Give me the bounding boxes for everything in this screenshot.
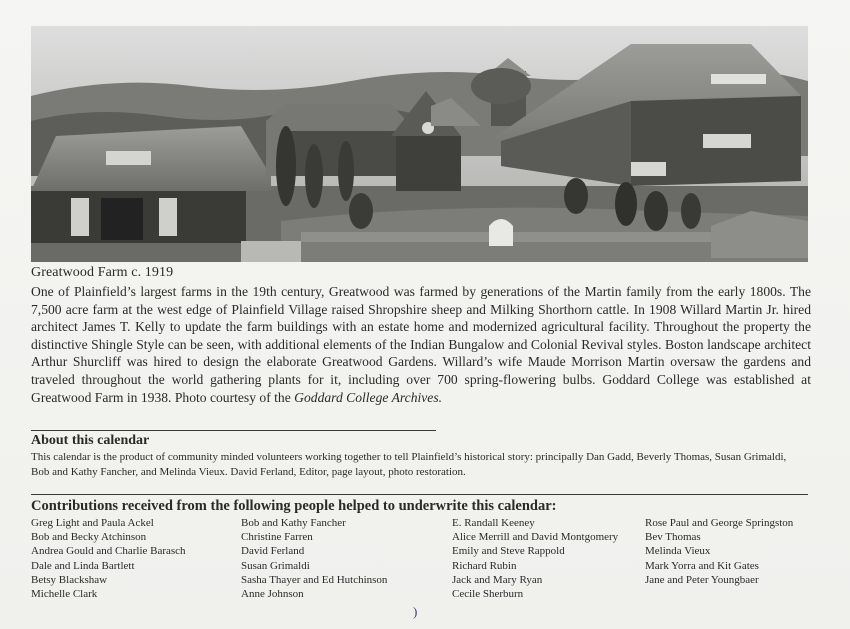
contributor-name: Emily and Steve Rappold [452, 545, 565, 558]
photo-caption-body [31, 283, 811, 406]
section-divider [31, 430, 436, 431]
contributor-name: Jane and Peter Youngbaer [645, 573, 759, 586]
caption-text: One of Plainfield’s largest farms in the 19th century, Greatwood was farmed by generations of the Martin family from the early 1800s. The 7,500 acre farm at the west edge of Plainfield Village raised Shropshire sheep and Milking Shorthorn cattle. In 1908 Willard Martin Jr. hired architect James T. Kelly to update the farm buildings with an estate home and modernized agricultural facility. Throughout the property the distinctive Shingle Style can be seen, with additional elements of the Indian Bungalow and Colonial Revival styles. Boston landscape architect Arthur Shurcliff was hired to design the elaborate Greatwood Gardens. Willard’s wife Maude Morrison Martin oversaw the gardens and traveled throughout the world gathering plants for it, including over 700 spring-flowering bulbs. Goddard College was established at Greatwood Farm in 1938. Photo courtesy of the [31, 284, 811, 405]
contributions-heading: Contributions received from the following people helped to underwrite this calendar: [31, 498, 557, 514]
contributor-name: Dale and Linda Bartlett [31, 559, 135, 572]
contributor-name: Mark Yorra and Kit Gates [645, 559, 759, 572]
contributor-name: Cecile Sherburn [452, 587, 524, 600]
contributors-column-4 [645, 516, 793, 587]
contributor-name: E. Randall Keeney [452, 517, 535, 529]
contributor-name: Betsy Blackshaw [31, 573, 108, 586]
contributor-name: Andrea Gould and Charlie Barasch [31, 545, 186, 558]
page-mark: ) [413, 604, 418, 619]
about-heading: About this calendar [31, 433, 150, 448]
photo-caption-title: Greatwood Farm c. 1919 [31, 265, 174, 280]
contributors-column-1 [31, 516, 186, 601]
photo-credit: Goddard College Archives. [294, 389, 443, 405]
contributor-name: Bob and Kathy Fancher [241, 517, 346, 529]
contributors-column-2 [241, 516, 387, 601]
contributor-name: Bev Thomas [645, 531, 701, 544]
contributor-name: Rose Paul and George Springston [645, 517, 794, 529]
contributor-name: Susan Grimaldi [241, 559, 310, 572]
contributors-column-3 [452, 516, 618, 601]
about-text: This calendar is the product of community minded volunteers working together to tell Plainfield’s historical story: principally Dan Gadd, Beverly Thomas, Susan Grimaldi, Bob and Kathy Fancher, and Melinda Vieux. David Ferland, Editor, page layout, photo restoration. [31, 451, 787, 478]
contributor-name: Sasha Thayer and Ed Hutchinson [241, 573, 388, 586]
section-divider [31, 494, 808, 495]
contributor-name: Anne Johnson [241, 587, 304, 600]
contributor-name: Richard Rubin [452, 559, 517, 572]
contributor-name: Bob and Becky Atchinson [31, 531, 147, 544]
contributor-name: Melinda Vieux [645, 545, 711, 558]
contributor-name: Christine Farren [241, 531, 313, 544]
historic-farm-photo [31, 26, 808, 262]
contributor-name: Alice Merrill and David Montgomery [452, 531, 619, 544]
contributor-name: Greg Light and Paula Ackel [31, 517, 154, 529]
contributor-name: Jack and Mary Ryan [452, 573, 543, 586]
contributor-name: Michelle Clark [31, 587, 98, 600]
contributor-name: David Ferland [241, 545, 305, 558]
